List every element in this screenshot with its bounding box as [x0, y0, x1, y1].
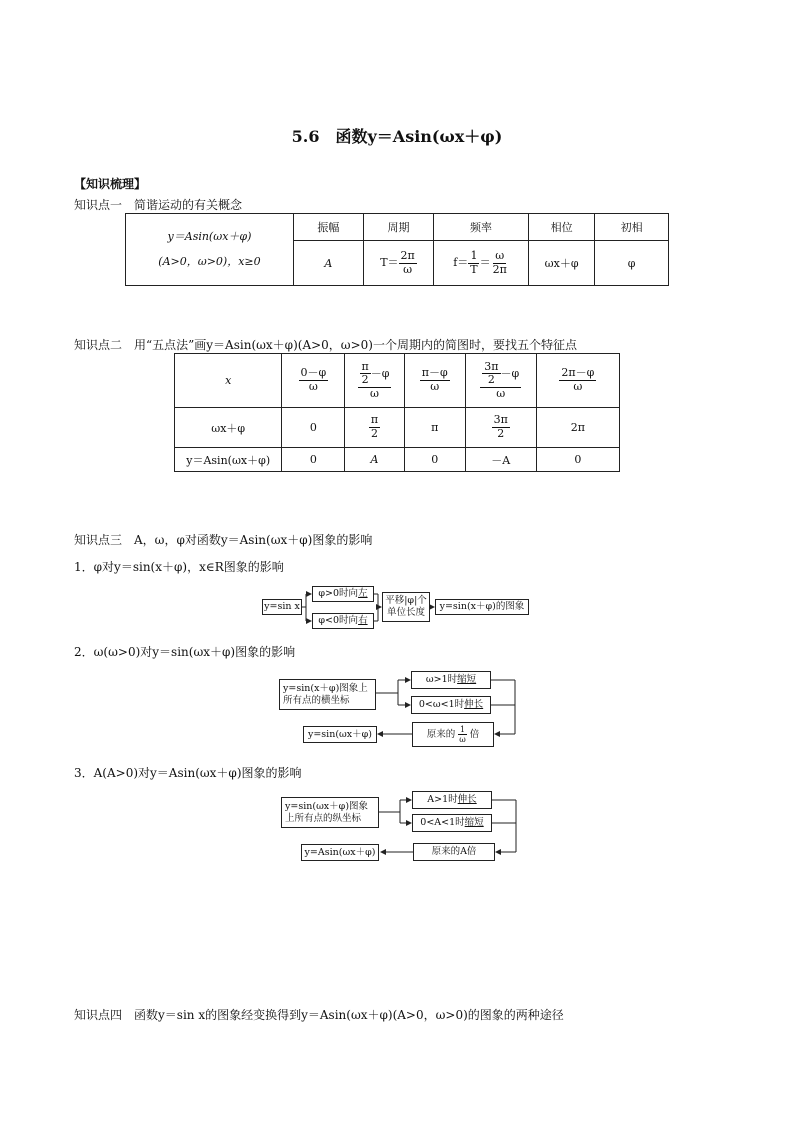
kp2-wx4-den: 2	[497, 427, 505, 440]
kp2-x3-den: ω	[430, 380, 440, 393]
d1-shift-line1: 平移|φ|个	[385, 595, 427, 607]
kp2-x2-tail: －φ	[370, 366, 390, 380]
d1-negative-dir: 右	[358, 615, 368, 627]
kp1-freq-num1: 1	[470, 248, 478, 262]
d3-gt-prefix: A>1时	[427, 794, 458, 806]
kp3-sub2: 2．ω(ω>0)对y＝sin(ωx＋φ)图象的影响	[74, 645, 296, 659]
kp3-label: 知识点三 A，ω，φ对函数y＝Asin(ωx＋φ)图象的影响	[74, 533, 373, 547]
d1-shift-line2: 单位长度	[386, 607, 425, 618]
d2-lt-prefix: 0<ω<1时	[418, 699, 465, 711]
d2-start-line2: 所有点的横坐标	[283, 694, 350, 706]
d2-factor-den: ω	[459, 735, 466, 744]
page-title: 5.6 函数y＝Asin(ωx＋φ)	[291, 127, 503, 146]
d3-start-line2: 上所有点的纵坐标	[285, 812, 362, 824]
kp1-function-line2: (A>0，ω>0)，x≥0	[158, 254, 261, 268]
kp1-freq-eq: ＝	[479, 256, 491, 269]
d1-positive-prefix: φ>0时向	[318, 588, 359, 600]
d2-start-line1: y=sin(x＋φ)图象上	[283, 682, 368, 694]
d3-start-box	[281, 797, 379, 828]
kp1-header-period: 周期	[363, 214, 433, 241]
d2-gt-box	[411, 671, 491, 689]
d2-gt-prefix: ω>1时	[425, 674, 458, 686]
kp2-y2: A	[345, 448, 404, 472]
kp4-label: 知识点四 函数y＝sin x的图象经变换得到y＝Asin(ωx＋φ)(A>0，ω>0)的图象的两种途径	[74, 1008, 564, 1022]
d3-end-text: y=Asin(ωx＋φ)	[304, 846, 376, 858]
kp2-x4-den: ω	[496, 386, 506, 400]
kp1-header-phase: 相位	[528, 214, 594, 241]
kp1-label: 知识点一 简谐运动的有关概念	[74, 198, 243, 212]
kp2-x4-top-den: 2	[487, 373, 495, 387]
kp2-x1-num: 0－φ	[300, 366, 327, 380]
kp3-sub3: 3．A(A>0)对y＝Asin(ωx＋φ)图象的影响	[74, 766, 302, 780]
d2-end-text: y=sin(ωx＋φ)	[307, 728, 373, 740]
kp2-x3-num: π－φ	[421, 366, 448, 380]
kp2-x5-den: ω	[573, 380, 583, 393]
d3-gt-action: 伸长	[457, 794, 477, 806]
kp2-wx2-den: 2	[371, 427, 378, 440]
section-heading: 【知识梳理】	[74, 177, 147, 191]
kp1-function-line1: y＝Asin(ωx＋φ)	[167, 230, 252, 244]
kp2-y3: 0	[404, 448, 465, 472]
kp1-period-prefix: T＝	[380, 256, 399, 269]
kp2-label: 知识点二 用“五点法”画y＝Asin(ωx＋φ)(A>0，ω>0)一个周期内的简图时，要找五个特征点	[74, 338, 577, 352]
d2-start-box	[279, 679, 376, 710]
kp1-freq-den1: T	[470, 262, 478, 276]
kp3-sub1: 1．φ对y＝sin(x＋φ)，x∈R图象的影响	[74, 560, 284, 574]
kp1-header-amplitude: 振幅	[293, 214, 363, 241]
d1-shift-box	[382, 592, 430, 622]
kp2-y5: 0	[536, 448, 619, 472]
d3-factor-box	[413, 843, 495, 861]
kp2-row-wx-label: ωx＋φ	[175, 408, 282, 448]
kp2-x2-top-num: π	[361, 359, 369, 373]
kp2-row-x-label: x	[175, 354, 282, 408]
d2-factor-prefix: 原来的	[426, 728, 456, 740]
kp2-y4: －A	[465, 448, 536, 472]
kp1-freq-num2: ω	[495, 248, 505, 262]
d3-factor-text: 原来的A倍	[431, 846, 477, 858]
d1-start-text: y=sin x	[264, 601, 300, 613]
kp2-x2-den: ω	[370, 386, 379, 400]
d2-lt-box	[411, 696, 491, 714]
kp1-header-initial-phase: 初相	[595, 214, 669, 241]
kp1-period-den: ω	[403, 262, 413, 276]
d1-negative-box	[312, 613, 374, 629]
kp1-header-frequency: 频率	[434, 214, 529, 241]
kp2-y1: 0	[282, 448, 345, 472]
kp2-wx2-num: π	[370, 413, 379, 427]
kp2-wx5: 2π	[536, 408, 619, 448]
d3-lt-prefix: 0<A<1时	[420, 817, 465, 829]
kp2-x1-den: ω	[308, 380, 318, 393]
kp1-period-num: 2π	[400, 248, 415, 262]
d1-positive-dir: 左	[358, 588, 368, 600]
kp1-amplitude: A	[293, 241, 363, 286]
kp2-x5-num: 2π－φ	[561, 366, 595, 380]
d1-end-box	[435, 599, 529, 615]
kp2-wx4-num: 3π	[493, 413, 508, 427]
d2-end-box	[303, 726, 377, 743]
d3-lt-box	[412, 814, 492, 832]
kp1-freq-den2: 2π	[492, 262, 507, 276]
d3-end-box	[301, 844, 379, 861]
kp2-x4-top-num: 3π	[484, 359, 499, 373]
kp2-x2-top-den: 2	[361, 373, 369, 387]
d1-positive-box	[312, 586, 374, 602]
d1-end-text: y=sin(x＋φ)的图象	[439, 601, 525, 613]
d1-start-box	[262, 599, 302, 615]
kp1-initial-phase: φ	[595, 241, 669, 286]
d1-negative-prefix: φ<0时向	[318, 615, 359, 627]
kp1-phase: ωx＋φ	[528, 241, 594, 286]
kp1-freq-prefix: f＝	[453, 256, 469, 269]
kp2-row-y-label: y＝Asin(ωx＋φ)	[175, 448, 282, 472]
d2-lt-action: 伸长	[464, 699, 484, 711]
d3-lt-action: 缩短	[464, 817, 484, 829]
d2-factor-suffix: 倍	[469, 728, 480, 740]
kp2-wx3: π	[404, 408, 465, 448]
d2-factor-box	[412, 722, 494, 747]
d2-factor-num: 1	[459, 724, 466, 734]
d3-gt-box	[412, 791, 492, 809]
kp2-wx1: 0	[282, 408, 345, 448]
d3-start-line1: y=sin(ωx＋φ)图象	[285, 800, 369, 812]
kp2-x4-tail: －φ	[500, 366, 520, 380]
d2-gt-action: 缩短	[457, 674, 477, 686]
